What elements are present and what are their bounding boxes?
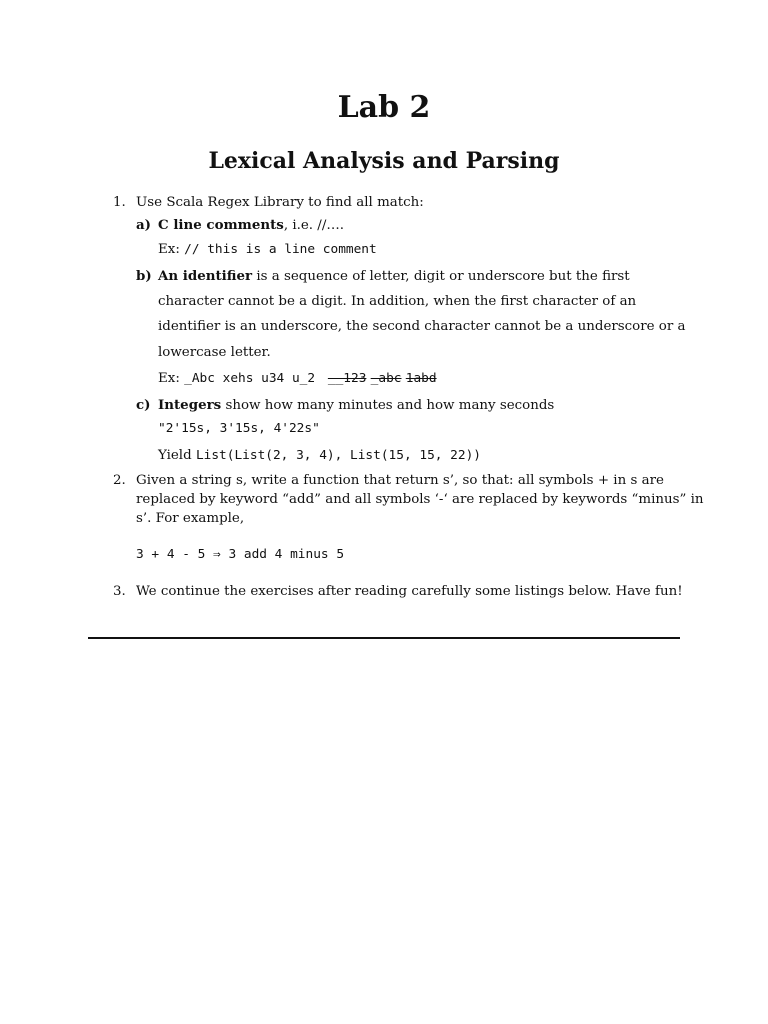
item-1b-bold: An identifier xyxy=(158,268,253,284)
item-1a-example-code: // this is a line comment xyxy=(184,242,377,257)
item-1c-yield-code: List(List(2, 3, 4), List(15, 15, 22)) xyxy=(195,448,481,463)
page-subtitle: Lexical Analysis and Parsing xyxy=(208,148,560,174)
item-1b-line-3: identifier is an underscore, the second character cannot be a underscore or a xyxy=(158,319,686,334)
item-1c-yield-label: Yield xyxy=(158,448,192,463)
item-1b-invalid-1: __123 xyxy=(327,371,367,386)
item-1c-yield xyxy=(158,446,481,466)
item-3-text: We continue the exercises after reading carefully some listings below. Have fun! xyxy=(136,584,683,599)
item-1b-line-4: lowercase letter. xyxy=(158,345,271,360)
item-1a-bold: C line comments xyxy=(158,217,284,233)
item-1a-text xyxy=(158,215,344,236)
item-1a-example xyxy=(158,240,377,260)
item-1b-marker: b) xyxy=(136,268,152,284)
item-1a-example-label: Ex: xyxy=(158,242,180,257)
item-1c-bold: Integers xyxy=(158,397,222,413)
item-1b-invalid-3: 1abd xyxy=(405,371,437,386)
item-1b-invalid-2: _abc xyxy=(370,371,402,386)
item-1b-example-label: Ex: xyxy=(158,371,180,386)
item-2-number: 2. xyxy=(113,473,126,488)
item-1a-marker: a) xyxy=(136,217,152,233)
item-1c-example-code: "2'15s, 3'15s, 4'22s" xyxy=(158,421,320,436)
item-1c-rest: show how many minutes and how many seconds xyxy=(221,398,555,413)
horizontal-rule xyxy=(88,637,680,639)
item-1b-example xyxy=(158,369,437,389)
item-1b-example-valid: _Abc xehs u34 u_2 xyxy=(184,371,316,386)
item-2-line-3: s’. For example, xyxy=(136,511,245,526)
item-1b-rest: is a sequence of letter, digit or underscore but the first xyxy=(252,269,630,284)
page-title: Lab 2 xyxy=(337,90,431,125)
item-2-line-1: Given a string s, write a function that return s’, so that: all symbols + in s are xyxy=(136,473,664,488)
item-1-text: Use Scala Regex Library to find all match: xyxy=(136,195,424,210)
item-1a-rest: , i.e. //…. xyxy=(283,218,344,233)
item-1b-line-1 xyxy=(158,266,630,287)
item-3-number: 3. xyxy=(113,584,126,599)
item-1c-text xyxy=(158,395,554,416)
item-1-number: 1. xyxy=(113,195,126,210)
item-1b-line-2: character cannot be a digit. In addition, when the first character of an xyxy=(158,294,637,309)
item-2-line-2: replaced by keyword “add” and all symbols ‘-‘ are replaced by keywords “minus” in xyxy=(136,492,704,507)
item-1c-marker: c) xyxy=(136,397,151,413)
item-2-example-code: 3 + 4 - 5 ⇒ 3 add 4 minus 5 xyxy=(136,547,345,562)
